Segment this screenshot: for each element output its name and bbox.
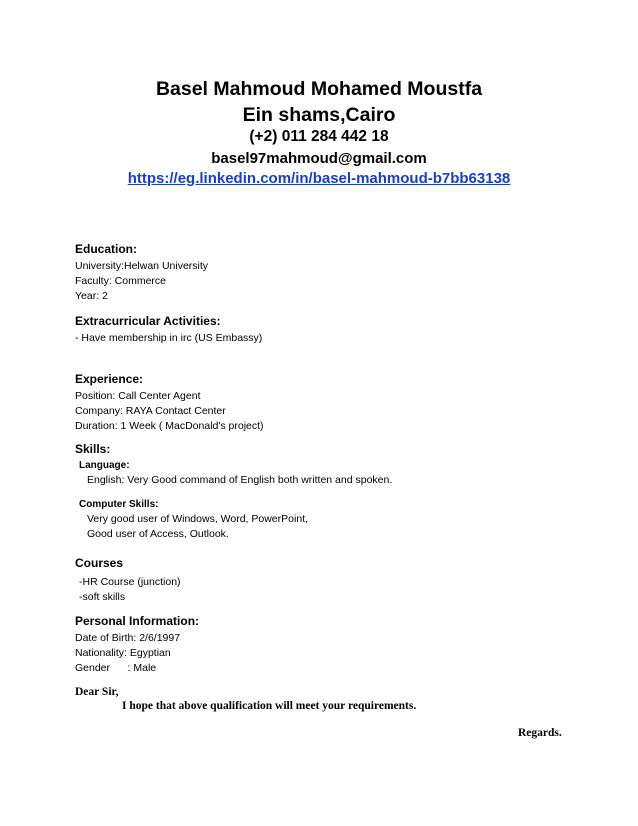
- skills-heading: Skills:: [75, 442, 111, 456]
- extracurricular-heading: Extracurricular Activities:: [75, 314, 221, 328]
- computer-skills-line: Good user of Access, Outlook.: [87, 528, 229, 540]
- linkedin-link[interactable]: https://eg.linkedin.com/in/basel-mahmoud-b7bb63138: [127, 170, 511, 187]
- education-line: Year: 2: [75, 290, 108, 302]
- salutation: Dear Sir,: [75, 686, 119, 698]
- computer-skills-line: Very good user of Windows, Word, PowerPoint,: [87, 513, 308, 525]
- course-line: -HR Course (junction): [79, 576, 181, 588]
- courses-heading: Courses: [75, 556, 124, 570]
- personal-info-line: Gender : Male: [75, 662, 157, 674]
- education-heading: Education:: [75, 242, 137, 256]
- candidate-name: Basel Mahmoud Mohamed Moustfa: [155, 78, 483, 100]
- computer-skills-subheading: Computer Skills:: [79, 499, 159, 510]
- extracurricular-line: - Have membership in irc (US Embassy): [75, 332, 263, 344]
- language-subheading: Language:: [79, 460, 130, 471]
- personal-info-heading: Personal Information:: [75, 614, 200, 628]
- candidate-location: Ein shams,Cairo: [242, 104, 396, 126]
- education-line: Faculty: Commerce: [75, 275, 167, 287]
- experience-section: [75, 372, 264, 434]
- candidate-phone: (+2) 011 284 442 18: [249, 128, 389, 145]
- course-line: -soft skills: [79, 591, 126, 603]
- courses-section: [75, 556, 181, 605]
- experience-line: Company: RAYA Contact Center: [75, 405, 226, 417]
- personal-info-line: Nationality: Egyptian: [75, 647, 171, 659]
- extracurricular-section: [75, 314, 262, 346]
- skills-section: [75, 442, 392, 542]
- experience-line: Position: Call Center Agent: [75, 390, 201, 402]
- education-section: [75, 242, 208, 304]
- experience-heading: Experience:: [75, 372, 144, 386]
- language-line: English: Very Good command of English both written and spoken.: [87, 474, 393, 486]
- personal-info-section: [75, 614, 199, 676]
- regards: Regards.: [518, 727, 562, 739]
- candidate-email: basel97mahmoud@gmail.com: [211, 150, 427, 167]
- experience-line: Duration: 1 Week ( MacDonald's project): [75, 420, 264, 432]
- education-line: University:Helwan University: [75, 260, 209, 272]
- personal-info-line: Date of Birth: 2/6/1997: [75, 632, 181, 644]
- closing-body: I hope that above qualification will meet your requirements.: [122, 700, 417, 712]
